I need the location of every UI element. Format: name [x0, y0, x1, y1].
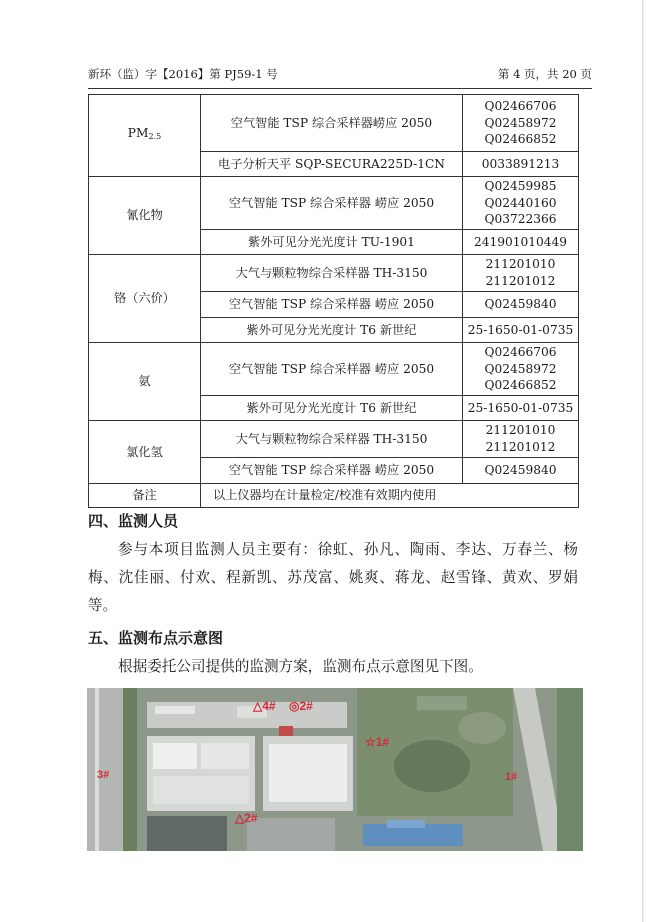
instrument-cell: 紫外可见分光光度计 T6 新世纪 — [201, 396, 463, 421]
marker-1-star: ☆1# — [365, 735, 390, 749]
pollutant-cell: 氨 — [89, 343, 201, 421]
serial-cell — [463, 396, 579, 421]
aerial-photo — [87, 688, 583, 851]
serial-number: Q02459840 — [484, 463, 557, 478]
serial-cell — [463, 292, 579, 318]
note-label-cell: 备注 — [89, 484, 201, 508]
serial-cell — [463, 255, 579, 292]
section-5-body: 根据委托公司提供的监测方案，监测布点示意图见下图。 — [118, 658, 483, 675]
page-number: 第 4 页，共 20 页 — [497, 67, 592, 81]
table-row — [89, 177, 579, 230]
serial-cell — [463, 343, 579, 396]
pollutant-cell — [89, 95, 201, 177]
serial-number: Q03722366 — [484, 212, 557, 227]
section-4-heading: 四、监测人员 — [88, 512, 179, 530]
serial-number: Q02440160 — [484, 195, 557, 210]
serial-number: Q02466852 — [484, 132, 557, 147]
serial-cell — [463, 421, 579, 458]
instrument-cell: 空气智能 TSP 综合采样器 崂应 2050 — [201, 177, 463, 230]
marker-2-circle: ◎2# — [289, 699, 313, 713]
serial-number: 211201012 — [485, 274, 556, 288]
serial-cell — [463, 318, 579, 343]
pollutant-cell: 铬（六价） — [89, 255, 201, 343]
serial-number: 0033891213 — [481, 156, 560, 171]
serial-number: Q02466852 — [484, 378, 557, 393]
serial-number: Q02458972 — [484, 361, 557, 376]
pollutant-cell: 氯化氢 — [89, 421, 201, 484]
serial-number: 241901010449 — [473, 234, 568, 249]
instrument-cell: 空气智能 TSP 综合采样器 崂应 2050 — [201, 458, 463, 484]
instrument-cell: 紫外可见分光光度计 T6 新世纪 — [201, 318, 463, 343]
serial-cell — [463, 230, 579, 255]
page-header — [88, 66, 592, 89]
serial-number: 25-1650-01-0735 — [467, 400, 574, 415]
instrument-cell: 空气智能 TSP 综合采样器 崂应 2050 — [201, 343, 463, 396]
table-row — [89, 484, 579, 508]
table-row — [89, 255, 579, 292]
serial-number: Q02458972 — [484, 115, 557, 130]
serial-number: Q02466706 — [484, 345, 557, 360]
serial-number: 211201010 — [485, 423, 556, 438]
serial-number: Q02459985 — [484, 179, 557, 194]
instrument-cell: 空气智能 TSP 综合采样器崂应 2050 — [201, 95, 463, 152]
serial-cell — [463, 458, 579, 484]
serial-cell — [463, 152, 579, 177]
serial-number: Q02459840 — [484, 297, 557, 312]
monitoring-site-map — [87, 688, 583, 851]
serial-number: 211201012 — [485, 440, 556, 454]
section-5-heading: 五、监测布点示意图 — [88, 629, 224, 647]
marker-2-triangle: △2# — [235, 811, 258, 825]
report-number: 新环（监）字【2016】第 PJ59-1 号 — [88, 67, 278, 81]
serial-number: 211201010 — [485, 257, 556, 272]
serial-cell — [463, 177, 579, 230]
marker-4: △4# — [253, 699, 276, 713]
serial-cell — [463, 95, 579, 152]
table-row — [89, 421, 579, 458]
pollutant-cell: 氰化物 — [89, 177, 201, 255]
instrument-cell: 空气智能 TSP 综合采样器 崂应 2050 — [201, 292, 463, 318]
instrument-cell: 紫外可见分光光度计 TU-1901 — [201, 230, 463, 255]
serial-number: 25-1650-01-0735 — [467, 322, 574, 337]
pollutant-name: PM — [127, 126, 149, 141]
serial-number: Q02466706 — [484, 99, 557, 114]
page-edge — [642, 0, 644, 922]
pollutant-subscript: 2.5 — [148, 132, 162, 142]
table-row — [89, 343, 579, 396]
note-text-cell: 以上仪器均在计量检定/校准有效期内使用 — [201, 484, 579, 508]
section-4-body: 参与本项目监测人员主要有：徐虹、孙凡、陶雨、李达、万春兰、杨梅、沈佳丽、付欢、程新凯、苏茂富、姚爽、蒋龙、赵雪锋、黄欢、罗娟等。 — [88, 541, 578, 614]
marker-1: 1# — [505, 771, 518, 783]
equipment-table — [88, 94, 579, 508]
marker-3: 3# — [97, 769, 110, 781]
table-row — [89, 95, 579, 152]
instrument-cell: 电子分析天平 SQP-SECURA225D-1CN — [201, 152, 463, 177]
instrument-cell: 大气与颗粒物综合采样器 TH-3150 — [201, 255, 463, 292]
instrument-cell: 大气与颗粒物综合采样器 TH-3150 — [201, 421, 463, 458]
